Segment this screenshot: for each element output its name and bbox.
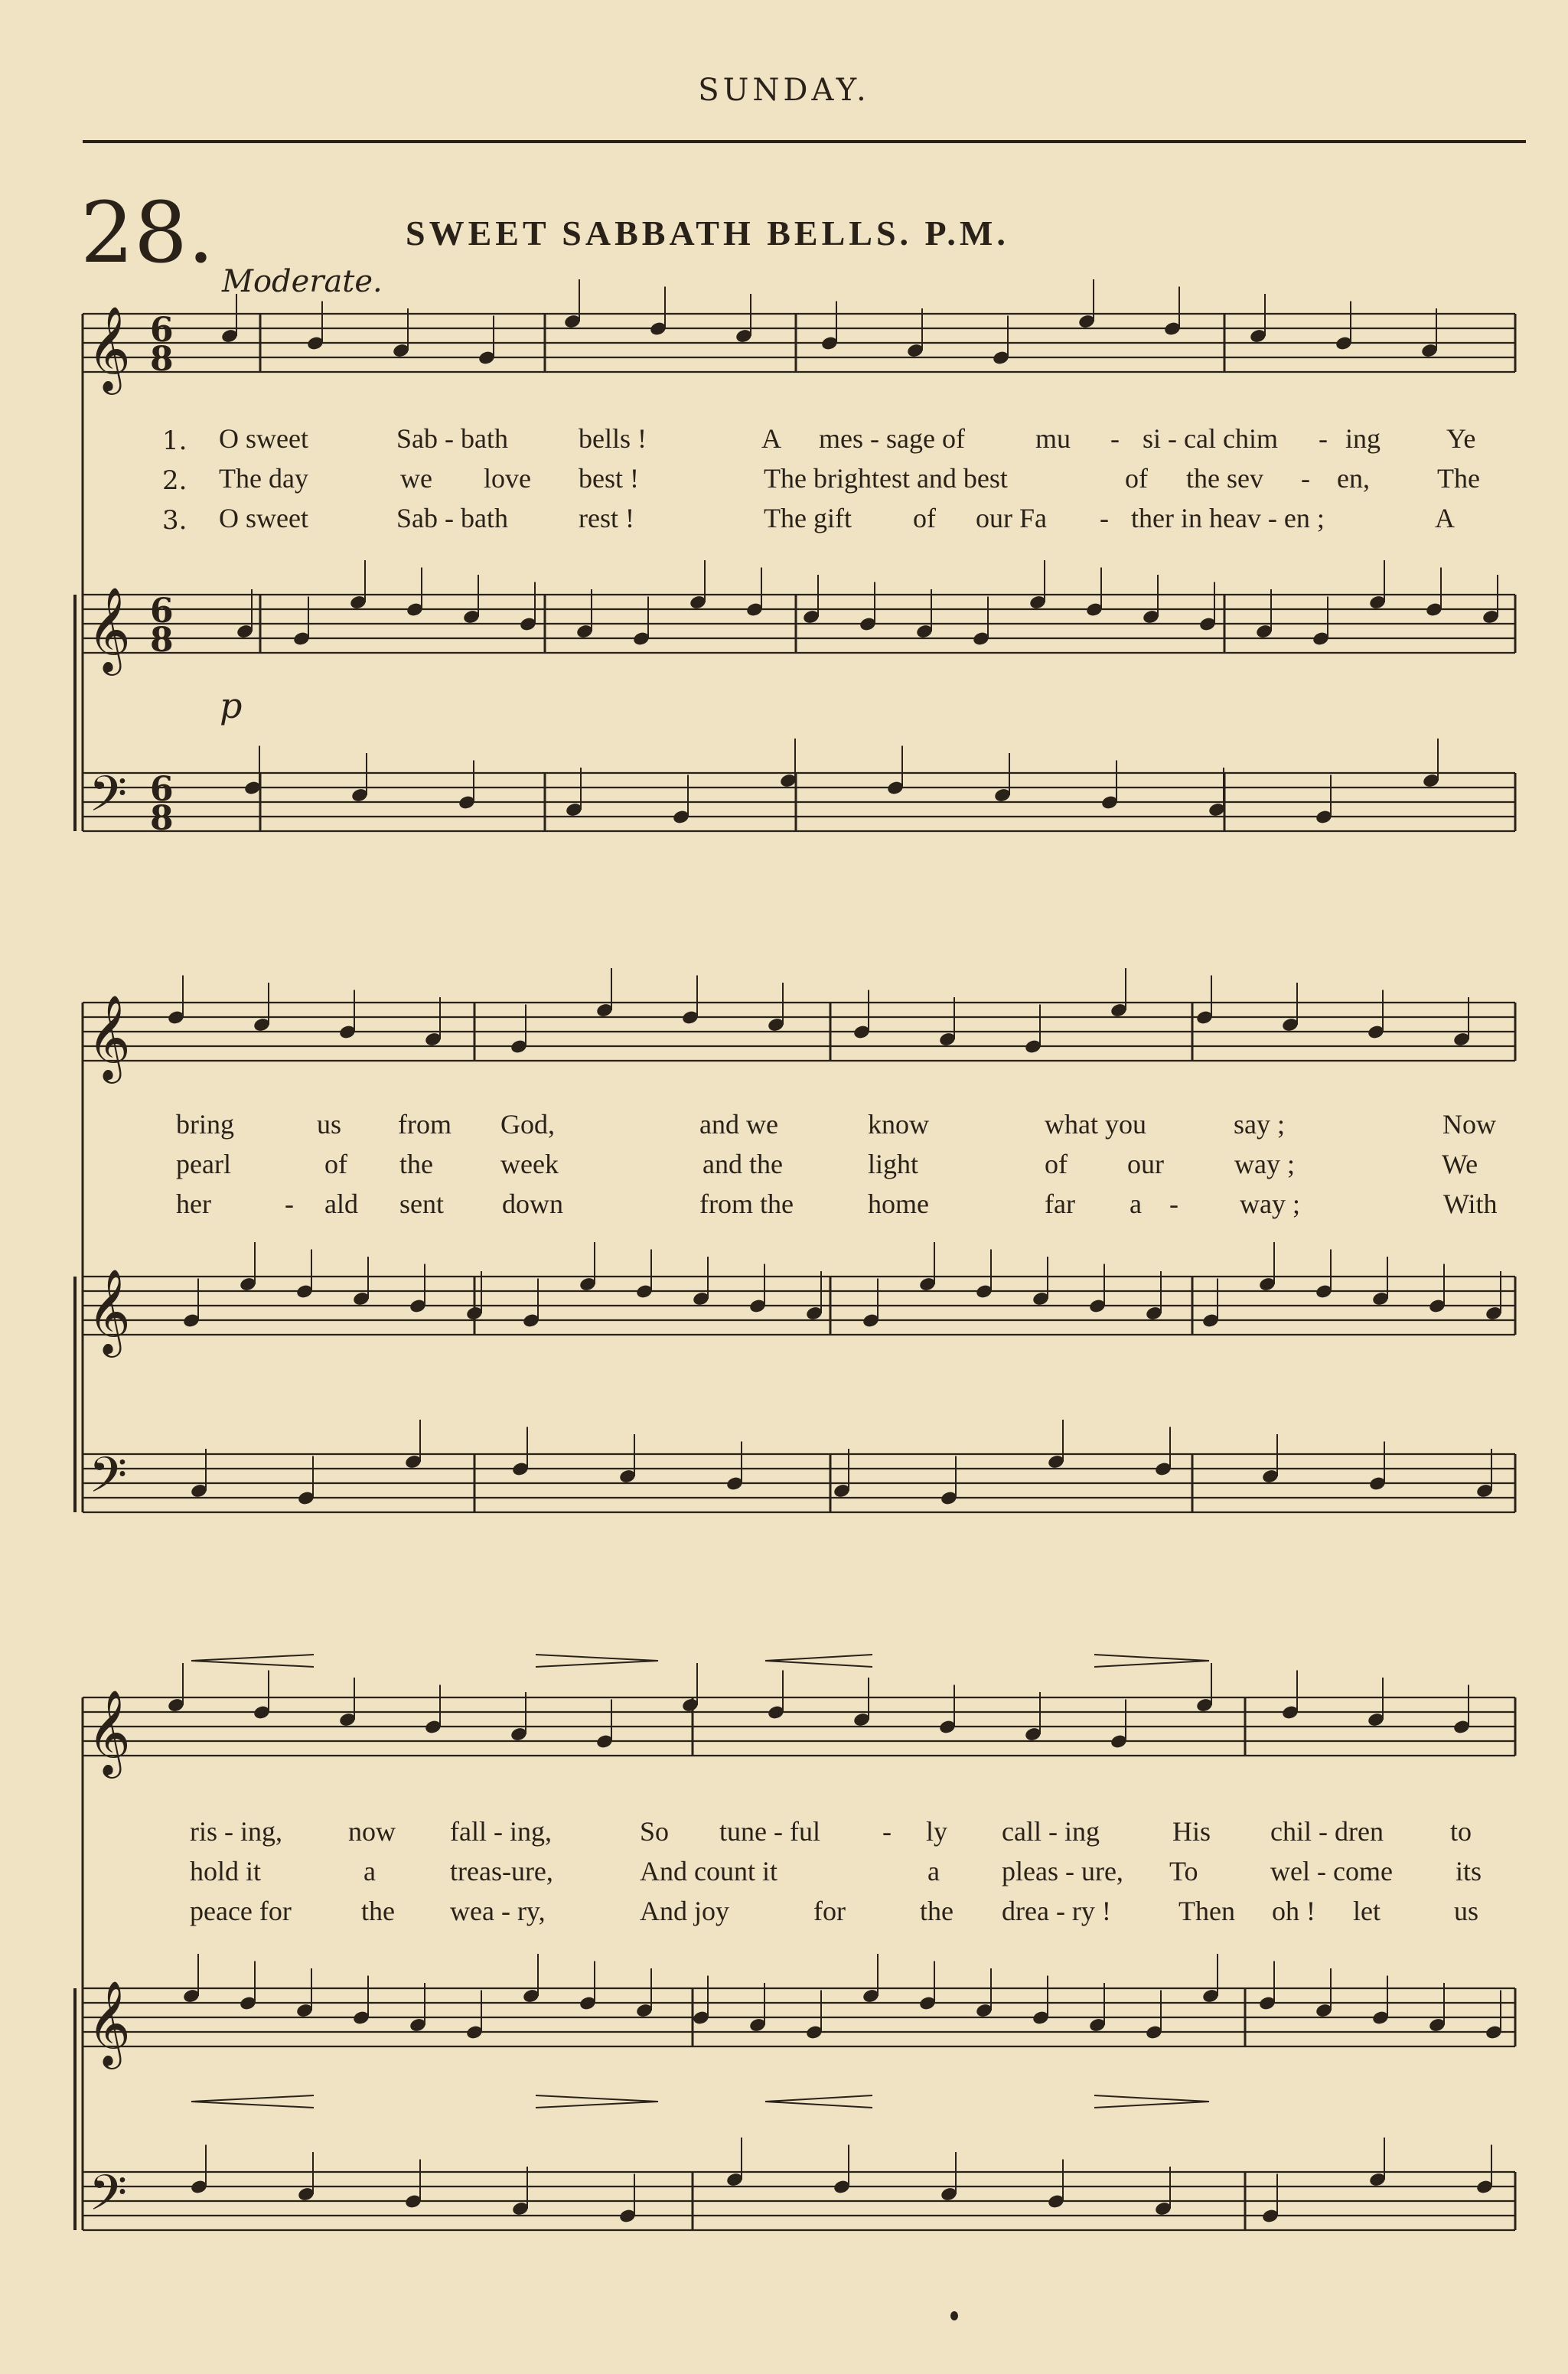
lyric-syllable: The [1437,463,1480,494]
lyric-syllable: Then [1178,1896,1235,1926]
lyric-syllable: and we [699,1109,778,1140]
lyric-syllable: the [399,1149,433,1179]
lyric-syllable: sent [399,1189,444,1219]
time-signature: 6 [150,592,174,631]
lyric-syllable: us [1454,1896,1479,1926]
lyric-syllable: ly [926,1816,948,1847]
lyric-syllable: down [502,1189,563,1219]
dynamic-marking: p [220,685,243,726]
verse-number: 3. [162,505,187,536]
treble-clef-icon: 𝄞 [87,586,131,672]
lyric-syllable: bring [176,1109,234,1140]
lyric-syllable: bells ! [579,423,647,454]
lyric-syllable: So [640,1816,670,1847]
crescendo-hairpin [765,1655,872,1667]
lyric-syllable: of [913,503,936,533]
time-signature: 8 [150,799,174,838]
treble-clef-icon: 𝄞 [87,1980,131,2066]
lyric-syllable: - [1169,1189,1178,1219]
decrescendo-hairpin [536,2095,658,2108]
lyric-syllable: for [813,1896,846,1926]
lyric-syllable: best ! [579,463,639,494]
lyric-syllable: let [1353,1896,1381,1926]
lyric-syllable: - [1100,503,1109,533]
lyric-syllable: her [176,1189,211,1219]
lyric-syllable: ther in heav - en ; [1131,503,1325,533]
lyric-syllable: we [400,463,432,494]
lyric-syllable: - [1319,423,1328,454]
decrescendo-hairpin [536,1655,658,1667]
time-signature: 6 [150,770,174,809]
lyric-syllable: our Fa [976,503,1047,533]
lyric-syllable: the [361,1896,395,1926]
lyric-syllable: Now [1442,1109,1496,1140]
lyric-syllable: to [1450,1816,1472,1847]
page-header: SUNDAY. [698,73,870,108]
lyric-syllable: love [484,463,531,494]
lyric-syllable: way ; [1240,1189,1300,1219]
time-signature: 6 [150,311,174,350]
lyric-syllable: a [927,1856,940,1886]
lyric-syllable: mu [1035,423,1071,454]
lyric-syllable: wea - ry, [450,1896,546,1926]
hymn-title: SWEET SABBATH BELLS. P.M. [406,214,1009,253]
lyric-syllable: The brightest and best [764,463,1008,494]
lyric-syllable: of [1125,463,1148,494]
treble-clef-icon: 𝄞 [87,305,131,391]
verse-number: 1. [162,426,187,456]
lyric-syllable: from [398,1109,451,1140]
lyric-syllable: far [1045,1189,1075,1219]
tempo-marking: Moderate. [222,264,383,299]
lyric-syllable: its [1456,1856,1482,1886]
treble-clef-icon: 𝄞 [87,1268,131,1354]
lyric-syllable: ald [324,1189,358,1219]
treble-clef-icon: 𝄞 [87,994,131,1080]
lyric-syllable: rest ! [579,503,634,533]
lyric-syllable: a [1130,1189,1142,1219]
lyric-syllable: the sev [1186,463,1263,494]
lyric-syllable: week [500,1149,559,1179]
lyric-syllable: of [1045,1149,1068,1179]
lyric-syllable: of [324,1149,347,1179]
decrescendo-hairpin [1094,2095,1209,2108]
crescendo-hairpin [191,1655,314,1667]
crescendo-hairpin [765,2095,872,2108]
lyric-syllable: We [1442,1149,1478,1179]
time-signature: 8 [150,340,174,379]
lyric-syllable: ing [1345,423,1381,454]
lyric-syllable: - [285,1189,294,1219]
lyric-syllable: A [1435,503,1455,533]
lyric-syllable: treas-ure, [450,1856,553,1886]
decrescendo-hairpin [1094,1655,1209,1667]
lyric-syllable: hold it [190,1856,262,1886]
lyric-syllable: peace for [190,1896,292,1926]
lyric-syllable: The gift [764,503,852,533]
lyric-syllable: light [868,1149,919,1179]
lyric-syllable: chil - dren [1270,1816,1384,1847]
lyric-syllable: ris - ing, [190,1816,282,1847]
lyric-syllable: fall - ing, [450,1816,552,1847]
verse-number: 2. [162,465,187,496]
lyric-syllable: the [920,1896,954,1926]
lyric-syllable: - [1110,423,1120,454]
lyric-syllable: pearl [176,1149,231,1179]
lyric-syllable: O sweet [219,503,308,533]
lyric-syllable: call - ing [1002,1816,1100,1847]
lyric-syllable: Sab - bath [396,503,508,533]
lyric-syllable: what you [1045,1109,1146,1140]
lyric-syllable: drea - ry ! [1002,1896,1111,1926]
lyric-syllable: home [868,1189,929,1219]
lyric-syllable: know [868,1109,929,1140]
lyric-syllable: The day [219,463,308,494]
lyric-syllable: - [882,1816,892,1847]
lyric-syllable: and the [703,1149,783,1179]
lyric-syllable: now [348,1816,396,1847]
lyric-syllable: tune - ful [719,1816,820,1847]
lyric-syllable: And joy [640,1896,729,1926]
lyric-syllable: To [1169,1856,1198,1886]
lyric-syllable: - [1301,463,1310,494]
lyric-syllable: our [1127,1149,1164,1179]
lyric-syllable: Ye [1446,423,1476,454]
lyric-syllable: a [363,1856,376,1886]
bass-clef-icon: 𝄢 [89,1447,128,1516]
hymn-number: 28. [80,184,214,282]
lyric-syllable: A [761,423,781,454]
lyric-syllable: en, [1337,463,1370,494]
lyric-syllable: With [1443,1189,1498,1219]
bass-clef-icon: 𝄢 [89,766,128,835]
crescendo-hairpin [191,2095,314,2108]
page-mark [950,2311,958,2320]
lyric-syllable: way ; [1234,1149,1295,1179]
lyric-syllable: si - cal chim [1143,423,1278,454]
lyric-syllable: pleas - ure, [1002,1856,1123,1886]
time-signature: 8 [150,621,174,660]
lyric-syllable: us [317,1109,342,1140]
lyric-syllable: wel - come [1270,1856,1393,1886]
lyric-syllable: from the [699,1189,794,1219]
lyric-syllable: And count it [640,1856,777,1886]
treble-clef-icon: 𝄞 [87,1689,131,1775]
lyric-syllable: say ; [1234,1109,1285,1140]
lyric-syllable: His [1172,1816,1211,1847]
lyric-syllable: O sweet [219,423,308,454]
lyric-syllable: mes - sage of [819,423,965,454]
bass-clef-icon: 𝄢 [89,2165,128,2234]
lyric-syllable: Sab - bath [396,423,508,454]
lyric-syllable: oh ! [1272,1896,1315,1926]
lyric-syllable: God, [500,1109,555,1140]
